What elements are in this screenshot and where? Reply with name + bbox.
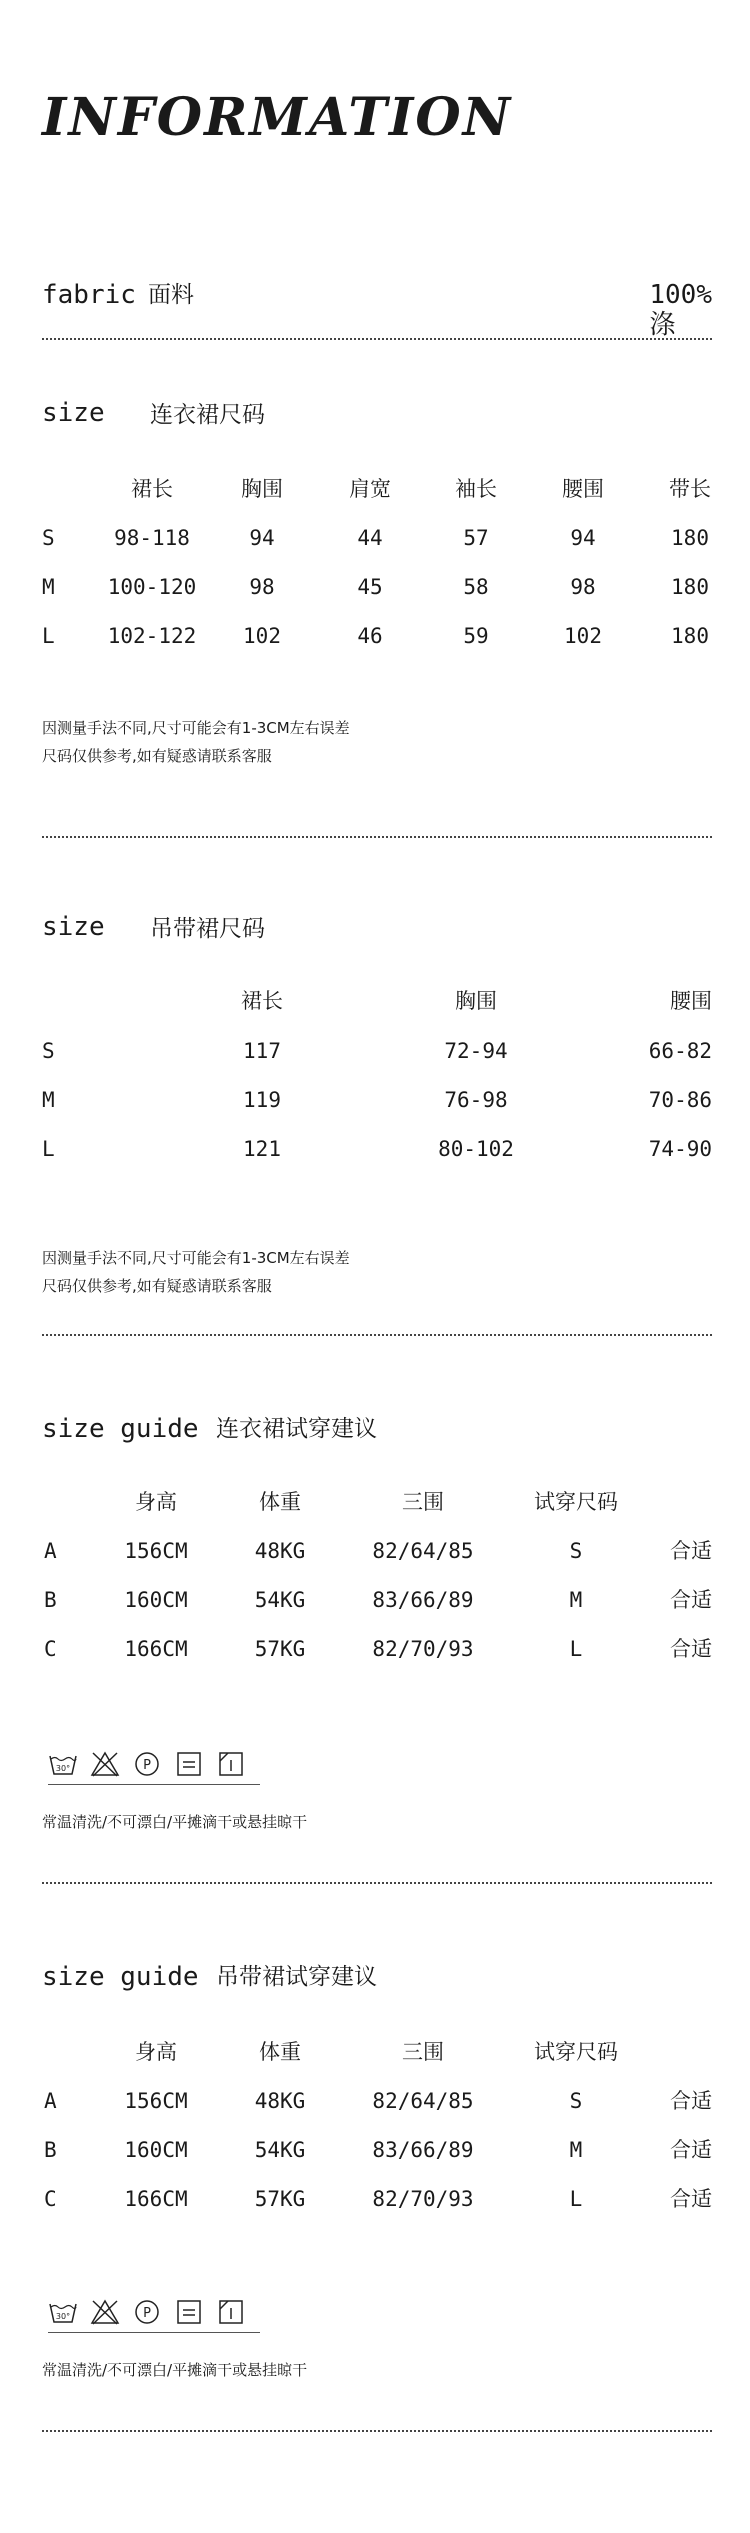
table-cell: 98 xyxy=(570,575,596,599)
column-header: 腰围 xyxy=(562,477,604,501)
table-cell: 117 xyxy=(243,1039,281,1063)
table-cell: 82/70/93 xyxy=(372,2187,474,2211)
care-icons xyxy=(48,1750,246,1778)
table-cell: 57 xyxy=(463,526,489,550)
reference-note: 尺码仅供参考,如有疑惑请联系客服 xyxy=(42,1277,272,1295)
table-cell: 57KG xyxy=(254,1637,306,1661)
table-cell: 54KG xyxy=(254,1588,306,1612)
care-icons xyxy=(48,2298,246,2326)
table-cell: S xyxy=(569,1539,583,1563)
table-cell: 45 xyxy=(357,575,383,599)
row-label: A xyxy=(44,1539,57,1563)
svg-text:30°: 30° xyxy=(55,1764,71,1773)
divider xyxy=(42,1882,712,1884)
table-cell: 80-102 xyxy=(438,1137,514,1161)
divider xyxy=(42,1334,712,1336)
flat-dry-icon xyxy=(174,1750,204,1778)
table-cell: 180 xyxy=(671,624,709,648)
row-label: B xyxy=(44,2138,57,2162)
flat-dry-icon xyxy=(174,2298,204,2326)
dress-guide-heading-en: size guide xyxy=(42,1414,199,1444)
row-label: M xyxy=(42,575,55,599)
row-label: S xyxy=(42,526,55,550)
table-cell: 98-118 xyxy=(114,526,190,550)
table-cell: 44 xyxy=(357,526,383,550)
table-cell: 160CM xyxy=(124,1588,188,1612)
table-cell: 59 xyxy=(463,624,489,648)
dry-clean-p-icon xyxy=(132,1750,162,1778)
table-cell: 72-94 xyxy=(444,1039,508,1063)
table-cell: 156CM xyxy=(124,2089,188,2113)
table-cell: 156CM xyxy=(124,1539,188,1563)
wash-30-icon xyxy=(48,2298,78,2326)
column-header: 肩宽 xyxy=(349,477,391,501)
no-bleach-icon xyxy=(90,1750,120,1778)
column-header: 试穿尺码 xyxy=(534,1490,618,1514)
measurement-note: 因测量手法不同,尺寸可能会有1-3CM左右误差 xyxy=(42,1249,350,1267)
table-cell: 102 xyxy=(564,624,602,648)
table-cell: 76-98 xyxy=(444,1088,508,1112)
table-cell: 102 xyxy=(243,624,281,648)
table-cell: 166CM xyxy=(124,2187,188,2211)
row-label: L xyxy=(42,1137,55,1161)
table-cell: 46 xyxy=(357,624,383,648)
table-cell: 70-86 xyxy=(648,1088,712,1112)
dress-size-heading-en: size xyxy=(42,398,105,428)
table-cell: M xyxy=(569,2138,583,2162)
table-cell: 74-90 xyxy=(648,1137,712,1161)
svg-text:30°: 30° xyxy=(55,2312,71,2321)
dress-size-heading-cn: 连衣裙尺码 xyxy=(150,402,265,428)
row-label: L xyxy=(42,624,55,648)
row-label: M xyxy=(42,1088,55,1112)
fit-result: 合适 xyxy=(670,2187,712,2211)
slip-guide-heading-cn: 吊带裙试穿建议 xyxy=(216,1964,377,1990)
table-cell: 82/64/85 xyxy=(372,1539,474,1563)
column-header: 袖长 xyxy=(455,477,497,501)
table-cell: 83/66/89 xyxy=(372,1588,474,1612)
table-cell: M xyxy=(569,1588,583,1612)
table-cell: 100-120 xyxy=(107,575,197,599)
row-label: A xyxy=(44,2089,57,2113)
column-header: 身高 xyxy=(135,2040,177,2064)
column-header: 身高 xyxy=(135,1490,177,1514)
table-cell: 121 xyxy=(243,1137,281,1161)
dry-clean-p-icon xyxy=(132,2298,162,2326)
table-cell: 98 xyxy=(249,575,275,599)
line-dry-shade-icon xyxy=(216,1750,246,1778)
care-instructions: 常温清洗/不可漂白/平摊滴干或悬挂晾干 xyxy=(42,2361,308,2379)
no-bleach-icon xyxy=(90,2298,120,2326)
wash-30-icon xyxy=(48,1750,78,1778)
fit-result: 合适 xyxy=(670,2089,712,2113)
table-cell: 48KG xyxy=(254,2089,306,2113)
row-label: C xyxy=(44,1637,57,1661)
table-cell: 119 xyxy=(243,1088,281,1112)
column-header: 腰围 xyxy=(670,989,712,1013)
fit-result: 合适 xyxy=(670,1539,712,1563)
fit-result: 合适 xyxy=(670,2138,712,2162)
fabric-value: 100%涤 xyxy=(649,280,712,340)
table-cell: 83/66/89 xyxy=(372,2138,474,2162)
divider xyxy=(42,836,712,838)
column-header: 裙长 xyxy=(131,477,173,501)
fabric-label-cn: 面料 xyxy=(148,282,194,308)
table-cell: 180 xyxy=(671,526,709,550)
column-header: 三围 xyxy=(402,2040,444,2064)
care-underline xyxy=(48,1784,260,1785)
column-header: 胸围 xyxy=(455,989,497,1013)
table-cell: 160CM xyxy=(124,2138,188,2162)
row-label: S xyxy=(42,1039,55,1063)
column-header: 三围 xyxy=(402,1490,444,1514)
column-header: 带长 xyxy=(669,477,711,501)
table-cell: 82/64/85 xyxy=(372,2089,474,2113)
table-cell: 58 xyxy=(463,575,489,599)
table-cell: 94 xyxy=(570,526,596,550)
table-cell: 180 xyxy=(671,575,709,599)
column-header: 裙长 xyxy=(241,989,283,1013)
reference-note: 尺码仅供参考,如有疑惑请联系客服 xyxy=(42,747,272,765)
divider xyxy=(42,338,712,340)
column-header: 试穿尺码 xyxy=(534,2040,618,2064)
fit-result: 合适 xyxy=(670,1588,712,1612)
column-header: 体重 xyxy=(259,2040,301,2064)
page-title: INFORMATION xyxy=(42,87,513,148)
column-header: 胸围 xyxy=(241,477,283,501)
svg-text:P: P xyxy=(143,2306,151,2321)
table-cell: 94 xyxy=(249,526,275,550)
table-cell: 166CM xyxy=(124,1637,188,1661)
svg-text:P: P xyxy=(143,1758,151,1773)
slip-size-heading-cn: 吊带裙尺码 xyxy=(150,916,265,942)
table-cell: L xyxy=(569,1637,583,1661)
table-cell: S xyxy=(569,2089,583,2113)
divider xyxy=(42,2430,712,2432)
row-label: C xyxy=(44,2187,57,2211)
slip-size-heading-en: size xyxy=(42,912,105,942)
fabric-label-en: fabric xyxy=(42,280,136,310)
table-cell: 102-122 xyxy=(107,624,197,648)
table-cell: 66-82 xyxy=(648,1039,712,1063)
table-cell: L xyxy=(569,2187,583,2211)
table-cell: 57KG xyxy=(254,2187,306,2211)
row-label: B xyxy=(44,1588,57,1612)
care-underline xyxy=(48,2332,260,2333)
table-cell: 82/70/93 xyxy=(372,1637,474,1661)
dress-guide-heading-cn: 连衣裙试穿建议 xyxy=(216,1416,377,1442)
table-cell: 48KG xyxy=(254,1539,306,1563)
fit-result: 合适 xyxy=(670,1637,712,1661)
column-header: 体重 xyxy=(259,1490,301,1514)
care-instructions: 常温清洗/不可漂白/平摊滴干或悬挂晾干 xyxy=(42,1813,308,1831)
slip-guide-heading-en: size guide xyxy=(42,1962,199,1992)
table-cell: 54KG xyxy=(254,2138,306,2162)
measurement-note: 因测量手法不同,尺寸可能会有1-3CM左右误差 xyxy=(42,719,350,737)
line-dry-shade-icon xyxy=(216,2298,246,2326)
